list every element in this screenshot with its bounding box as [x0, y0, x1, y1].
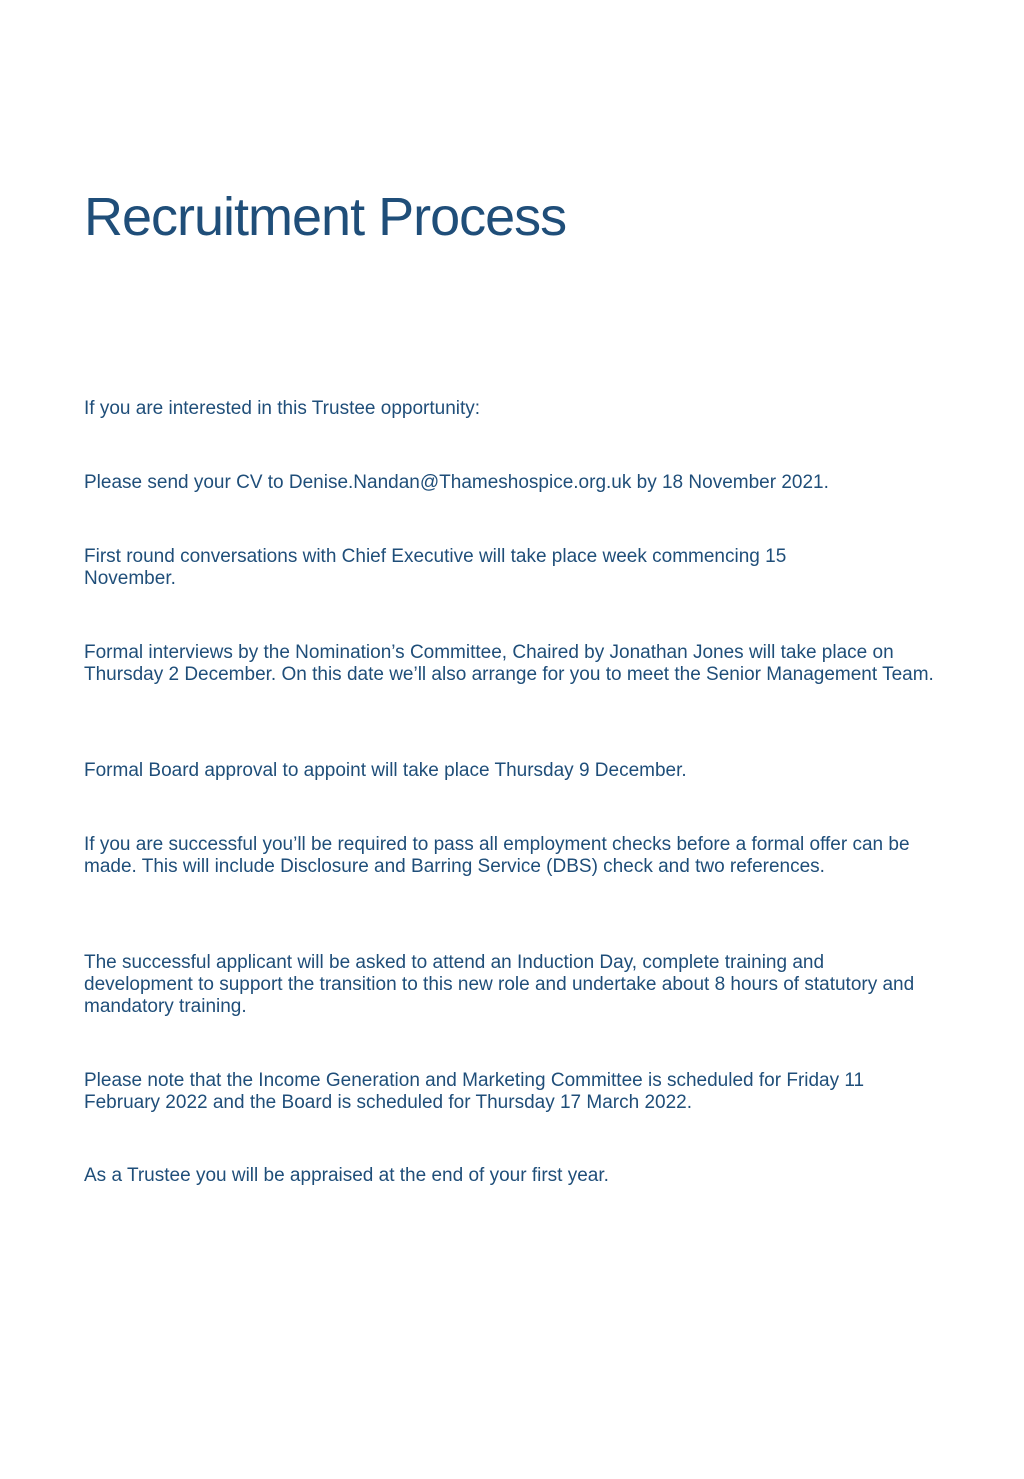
paragraph-committee-schedule: Please note that the Income Generation and Marketing Committee is scheduled for Friday 11 February 2022 and the Board is scheduled for Thursday 17 March 2022.: [84, 1070, 865, 1113]
paragraph-appraisal: As a Trustee you will be appraised at the end of your first year.: [84, 1165, 609, 1186]
paragraph-board-approval: Formal Board approval to appoint will take place Thursday 9 December.: [84, 760, 687, 781]
paragraph-induction: The successful applicant will be asked to attend an Induction Day, complete training and development to support the transition to this new role and undertake about 8 hours of statutory and mandatory training.: [84, 952, 915, 1017]
page-title: Recruitment Process: [84, 187, 567, 247]
paragraph-send-cv: Please send your CV to Denise.Nandan@Thameshospice.org.uk by 18 November 2021.: [84, 472, 829, 493]
paragraph-intro: If you are interested in this Trustee opportunity:: [84, 398, 481, 419]
paragraph-first-round: First round conversations with Chief Executive will take place week commencing 15 November.: [84, 546, 787, 589]
paragraph-employment-checks: If you are successful you’ll be required to pass all employment checks before a formal offer can be made. This will include Disclosure and Barring Service (DBS) check and two references.: [84, 834, 910, 877]
paragraph-formal-interviews: Formal interviews by the Nomination’s Committee, Chaired by Jonathan Jones will take place on Thursday 2 December. On this date we’ll also arrange for you to meet the Senior Management Team.: [84, 642, 934, 685]
